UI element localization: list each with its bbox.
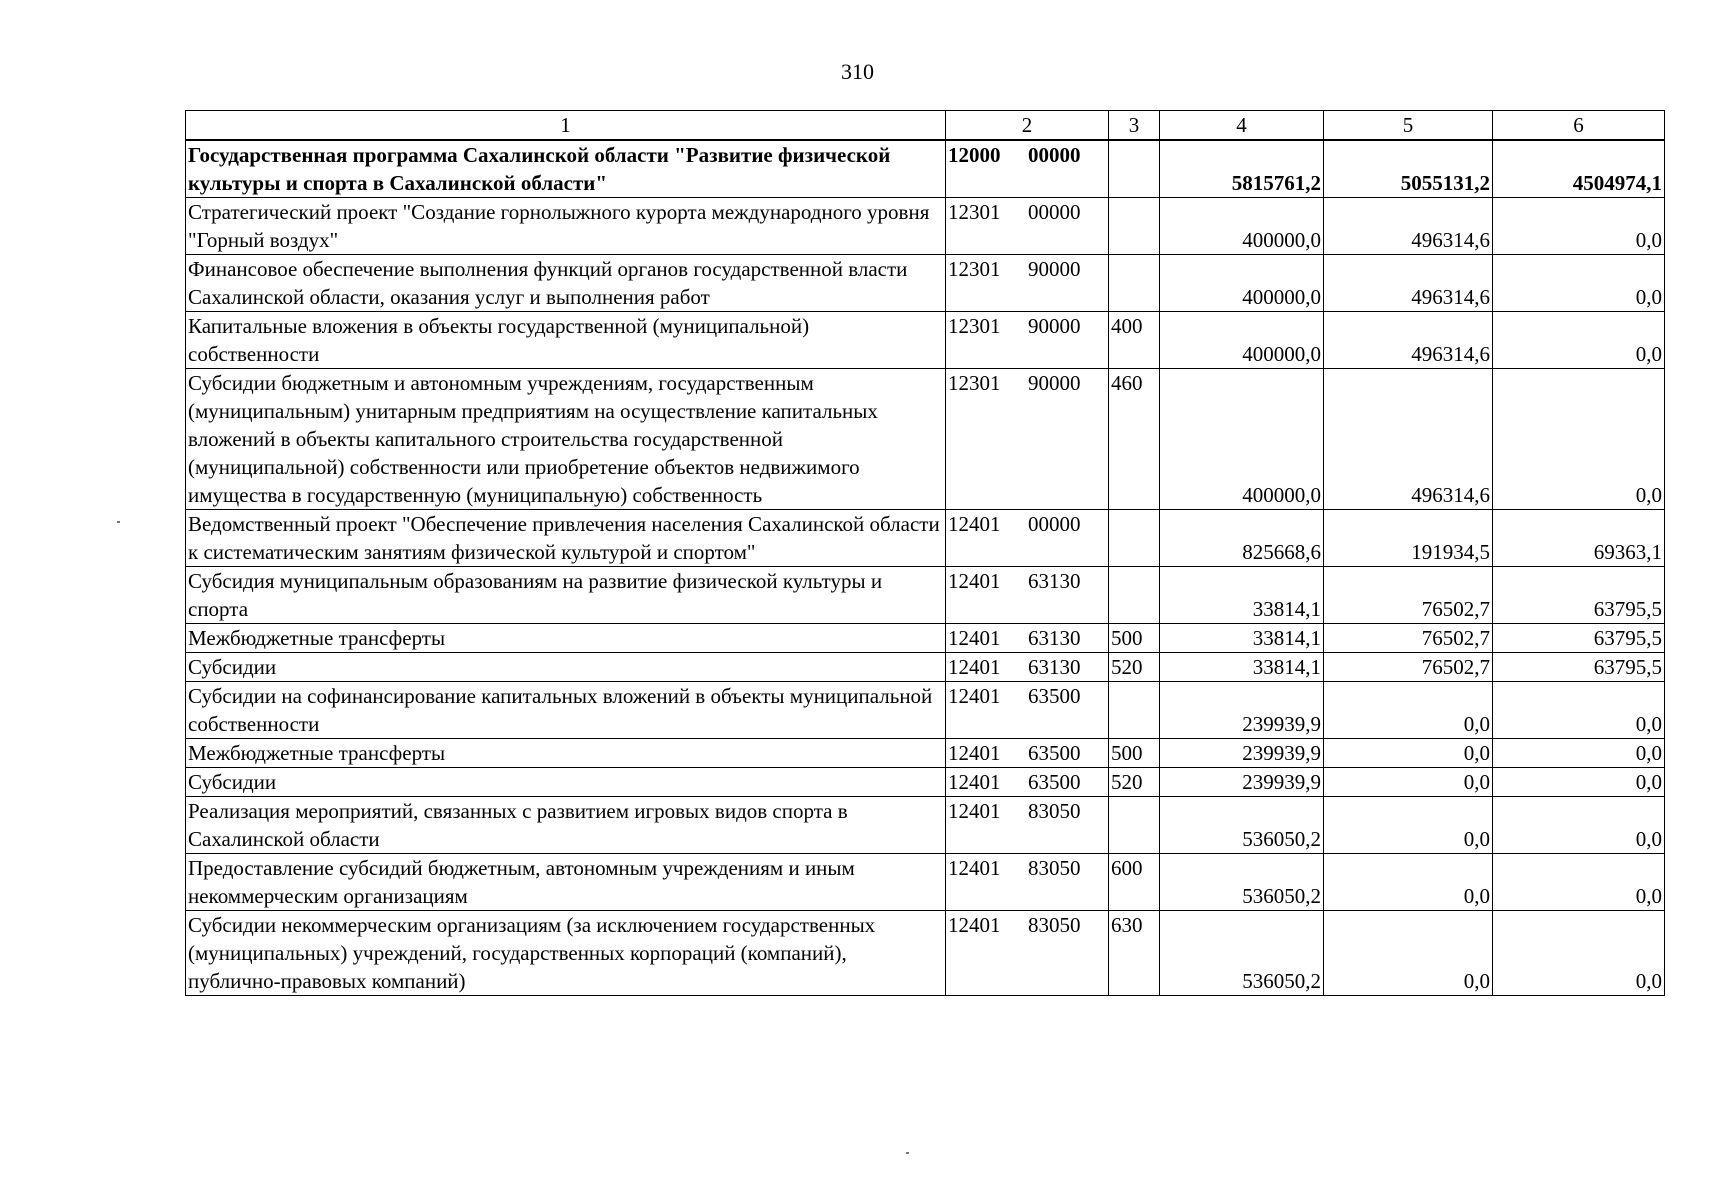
table-row [186, 369, 1665, 510]
row-value-col5: 0,0 [1324, 768, 1493, 797]
row-code [946, 854, 1109, 911]
row-expense-type: 400 [1109, 312, 1160, 369]
row-value-col5: 0,0 [1324, 854, 1493, 911]
code-direction: 00000 [1028, 200, 1081, 224]
row-value-col4: 33814,1 [1160, 624, 1324, 653]
row-code [946, 567, 1109, 624]
code-program: 12401 [948, 684, 1001, 708]
code-program: 12401 [948, 770, 1001, 794]
code-direction: 63500 [1028, 684, 1081, 708]
code-direction: 63500 [1028, 741, 1081, 765]
row-expense-type [1109, 567, 1160, 624]
row-code [946, 369, 1109, 510]
table-row [186, 682, 1665, 739]
code-direction: 00000 [1028, 512, 1081, 536]
code-program: 12301 [948, 200, 1001, 224]
row-value-col5: 0,0 [1324, 797, 1493, 854]
code-program: 12401 [948, 512, 1001, 536]
scan-speck [117, 521, 120, 523]
table-row [186, 312, 1665, 369]
row-code [946, 768, 1109, 797]
row-value-col4: 536050,2 [1160, 911, 1324, 996]
code-direction: 90000 [1028, 371, 1081, 395]
column-header: 2 [946, 111, 1109, 141]
row-value-col4: 239939,9 [1160, 768, 1324, 797]
row-name: Субсидии некоммерческим организациям (за исключением государственных (муниципальных) учреждений, государственных корпораций (компаний), публично-правовых компаний) [186, 911, 946, 996]
code-direction: 83050 [1028, 913, 1081, 937]
column-header: 5 [1324, 111, 1493, 141]
code-direction: 63500 [1028, 770, 1081, 794]
row-value-col6: 0,0 [1493, 854, 1665, 911]
row-value-col6: 0,0 [1493, 739, 1665, 768]
row-name: Финансовое обеспечение выполнения функций органов государственной власти Сахалинской области, оказания услуг и выполнения работ [186, 255, 946, 312]
row-code [946, 624, 1109, 653]
row-value-col5: 0,0 [1324, 911, 1493, 996]
row-code [946, 739, 1109, 768]
row-code [946, 198, 1109, 255]
code-direction: 63130 [1028, 569, 1081, 593]
row-value-col5: 76502,7 [1324, 653, 1493, 682]
row-value-col4: 400000,0 [1160, 369, 1324, 510]
table-row [186, 510, 1665, 567]
scan-speck [906, 1152, 909, 1154]
row-expense-type [1109, 510, 1160, 567]
row-value-col4: 400000,0 [1160, 255, 1324, 312]
table-row [186, 768, 1665, 797]
column-header: 1 [186, 111, 946, 141]
row-expense-type [1109, 797, 1160, 854]
row-value-col6: 69363,1 [1493, 510, 1665, 567]
row-value-col4: 536050,2 [1160, 797, 1324, 854]
table-header-row [186, 111, 1665, 141]
code-program: 12401 [948, 626, 1001, 650]
row-expense-type: 460 [1109, 369, 1160, 510]
row-value-col6: 0,0 [1493, 682, 1665, 739]
table-row [186, 198, 1665, 255]
code-program: 12401 [948, 569, 1001, 593]
row-expense-type [1109, 198, 1160, 255]
row-name: Стратегический проект "Создание горнолыжного курорта международного уровня "Горный воздух" [186, 198, 946, 255]
table-row [186, 911, 1665, 996]
row-value-col4: 400000,0 [1160, 198, 1324, 255]
row-code [946, 682, 1109, 739]
row-code [946, 797, 1109, 854]
row-code [946, 653, 1109, 682]
code-program: 12301 [948, 371, 1001, 395]
row-value-col6: 63795,5 [1493, 624, 1665, 653]
code-direction: 83050 [1028, 856, 1081, 880]
table-row [186, 624, 1665, 653]
row-expense-type: 630 [1109, 911, 1160, 996]
column-header: 4 [1160, 111, 1324, 141]
row-value-col6: 63795,5 [1493, 653, 1665, 682]
table-row [186, 567, 1665, 624]
row-value-col6: 0,0 [1493, 255, 1665, 312]
code-program: 12401 [948, 799, 1001, 823]
row-value-col6: 0,0 [1493, 312, 1665, 369]
code-program: 12401 [948, 741, 1001, 765]
row-value-col6: 0,0 [1493, 911, 1665, 996]
row-name: Предоставление субсидий бюджетным, автономным учреждениям и иным некоммерческим организациям [186, 854, 946, 911]
table-row [186, 854, 1665, 911]
row-value-col5: 0,0 [1324, 739, 1493, 768]
row-value-col4: 400000,0 [1160, 312, 1324, 369]
row-expense-type [1109, 140, 1160, 198]
row-name: Государственная программа Сахалинской области "Развитие физической культуры и спорта в Сахалинской области" [186, 140, 946, 198]
code-program: 12401 [948, 655, 1001, 679]
row-value-col6: 0,0 [1493, 797, 1665, 854]
column-header: 3 [1109, 111, 1160, 141]
row-expense-type: 520 [1109, 768, 1160, 797]
row-name: Капитальные вложения в объекты государственной (муниципальной) собственности [186, 312, 946, 369]
row-value-col5: 496314,6 [1324, 369, 1493, 510]
table-row [186, 255, 1665, 312]
table-row [186, 140, 1665, 198]
table-row [186, 653, 1665, 682]
row-expense-type [1109, 255, 1160, 312]
row-value-col4: 33814,1 [1160, 567, 1324, 624]
row-value-col5: 496314,6 [1324, 312, 1493, 369]
row-value-col6: 4504974,1 [1493, 140, 1665, 198]
row-expense-type: 500 [1109, 739, 1160, 768]
row-value-col6: 0,0 [1493, 768, 1665, 797]
row-name: Реализация мероприятий, связанных с развитием игровых видов спорта в Сахалинской области [186, 797, 946, 854]
code-program: 12000 [948, 143, 1001, 167]
code-direction: 63130 [1028, 626, 1081, 650]
code-direction: 00000 [1028, 143, 1081, 167]
code-program: 12301 [948, 257, 1001, 281]
row-value-col4: 536050,2 [1160, 854, 1324, 911]
row-name: Субсидии на софинансирование капитальных вложений в объекты муниципальной собственности [186, 682, 946, 739]
row-value-col5: 191934,5 [1324, 510, 1493, 567]
row-code [946, 140, 1109, 198]
row-value-col4: 825668,6 [1160, 510, 1324, 567]
row-code [946, 510, 1109, 567]
code-program: 12301 [948, 314, 1001, 338]
row-expense-type: 500 [1109, 624, 1160, 653]
code-direction: 83050 [1028, 799, 1081, 823]
row-value-col6: 63795,5 [1493, 567, 1665, 624]
row-value-col6: 0,0 [1493, 198, 1665, 255]
row-value-col4: 239939,9 [1160, 739, 1324, 768]
row-value-col4: 5815761,2 [1160, 140, 1324, 198]
row-expense-type: 600 [1109, 854, 1160, 911]
page-number: 310 [841, 59, 874, 84]
row-value-col5: 5055131,2 [1324, 140, 1493, 198]
row-expense-type [1109, 682, 1160, 739]
row-name: Межбюджетные трансферты [186, 624, 946, 653]
code-program: 12401 [948, 856, 1001, 880]
code-direction: 63130 [1028, 655, 1081, 679]
row-name: Субсидии [186, 768, 946, 797]
code-direction: 90000 [1028, 257, 1081, 281]
row-value-col5: 0,0 [1324, 682, 1493, 739]
row-name: Ведомственный проект "Обеспечение привлечения населения Сахалинской области к систематическим занятиям физической культурой и спортом" [186, 510, 946, 567]
row-name: Межбюджетные трансферты [186, 739, 946, 768]
row-value-col5: 76502,7 [1324, 624, 1493, 653]
row-value-col6: 0,0 [1493, 369, 1665, 510]
row-value-col5: 496314,6 [1324, 255, 1493, 312]
row-name: Субсидии бюджетным и автономным учреждениям, государственным (муниципальным) унитарным предприятиям на осуществление капитальных вложений в объекты капитального строительства государственной (муниципальной) собственности или приобретение объектов недвижимого имущества в государственную (муниципальную) собственность [186, 369, 946, 510]
budget-table [185, 110, 1665, 996]
code-direction: 90000 [1028, 314, 1081, 338]
row-name: Субсидия муниципальным образованиям на развитие физической культуры и спорта [186, 567, 946, 624]
row-code [946, 911, 1109, 996]
row-name: Субсидии [186, 653, 946, 682]
column-header: 6 [1493, 111, 1665, 141]
row-value-col4: 33814,1 [1160, 653, 1324, 682]
row-value-col5: 76502,7 [1324, 567, 1493, 624]
row-value-col4: 239939,9 [1160, 682, 1324, 739]
row-code [946, 255, 1109, 312]
code-program: 12401 [948, 913, 1001, 937]
table-row [186, 797, 1665, 854]
row-value-col5: 496314,6 [1324, 198, 1493, 255]
row-expense-type: 520 [1109, 653, 1160, 682]
row-code [946, 312, 1109, 369]
table-row [186, 739, 1665, 768]
